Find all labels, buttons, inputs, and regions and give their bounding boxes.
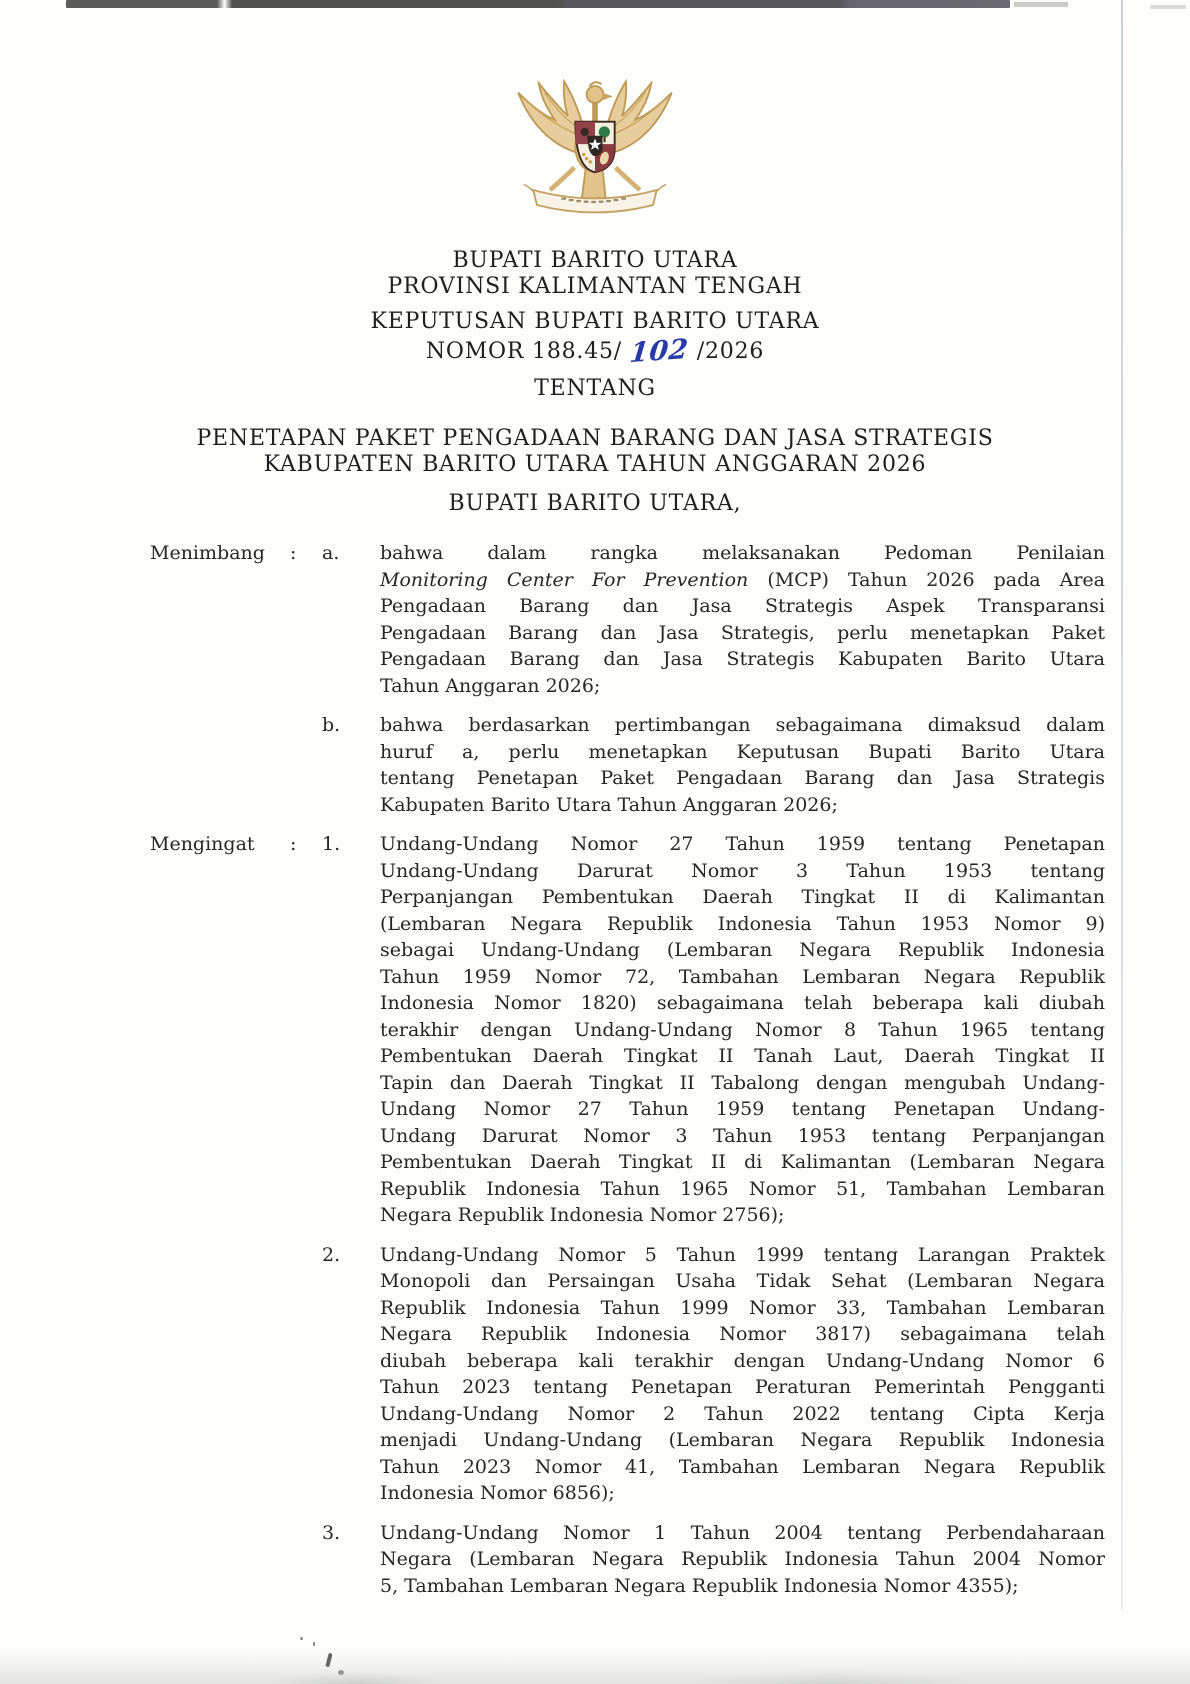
text-line: bahwa dalam rangka melaksanakan Pedoman Penilaian	[380, 542, 1105, 564]
text-line: Tahun 1959 Nomor 72, Tambahan Lembaran Negara Republik	[380, 965, 1105, 988]
mengingat-row-1	[150, 831, 1105, 1229]
text-line: Tapin dan Daerah Tingkat II Tabalong dengan mengubah Undang-	[380, 1071, 1105, 1094]
text-line: Pembentukan Daerah Tingkat II Tanah Laut, Daerah Tingkat II	[380, 1045, 1105, 1067]
scan-speck	[338, 1670, 344, 1675]
item-marker: 3.	[322, 1521, 341, 1544]
subject-line-1: PENETAPAN PAKET PENGADAAN BARANG DAN JASA STRATEGIS	[196, 426, 994, 451]
text-line: (Lembaran Negara Republik Indonesia Tahun 1953 Nomor 9)	[380, 912, 1105, 935]
text-line: Tahun 2023 tentang Penetapan Peraturan Pemerintah Pengganti	[380, 1376, 1105, 1398]
text-line: Republik Indonesia Tahun 1965 Nomor 51, Tambahan Lembaran	[380, 1177, 1105, 1200]
subject-line-2: KABUPATEN BARITO UTARA TAHUN ANGGARAN 2026	[263, 452, 927, 477]
mengingat-label: Mengingat	[150, 833, 255, 855]
item-marker: a.	[322, 542, 340, 564]
text-line: Indonesia Nomor 1820) sebagaimana telah beberapa kali diubah	[380, 992, 1105, 1014]
scan-artifact-bottom-band	[0, 1648, 1190, 1684]
garuda-head	[587, 82, 613, 103]
scan-artifact-top-nub	[1014, 2, 1068, 7]
colon-separator: :	[290, 833, 297, 855]
text-line: Undang Nomor 27 Tahun 1959 tentang Penetapan Undang-	[380, 1098, 1105, 1120]
text-line: Undang-Undang Nomor 27 Tahun 1959 tentang Penetapan	[380, 833, 1105, 855]
text-line: Indonesia Nomor 6856);	[380, 1482, 615, 1504]
menimbang-row-b	[150, 712, 1105, 818]
garuda-leg-right	[616, 168, 640, 190]
garuda-wing-right	[606, 81, 672, 154]
text-line: terakhir dengan Undang-Undang Nomor 8 Tahun 1965 tentang	[380, 1018, 1105, 1041]
legal-basis-paragraph	[380, 1242, 1105, 1507]
office-title: BUPATI BARITO UTARA	[452, 248, 738, 273]
considerations-section	[150, 540, 1105, 1599]
text-line: Pengadaan Barang dan Jasa Strategis Aspek Transparansi	[380, 595, 1105, 617]
garuda-wing-left	[518, 81, 584, 154]
text-line: Undang-Undang Darurat Nomor 3 Tahun 1953 tentang	[380, 859, 1105, 882]
text-line: Monopoli dan Persaingan Usaha Tidak Sehat (Lembaran Negara	[380, 1270, 1105, 1292]
text-line: Perpanjangan Pembentukan Daerah Tingkat II di Kalimantan	[380, 886, 1105, 908]
scan-artifact-right-line	[1121, 0, 1123, 1610]
legal-basis-paragraph	[380, 1520, 1105, 1600]
decree-number-prefix: NOMOR 188.45/	[425, 339, 623, 364]
text-line: Undang-Undang Nomor 2 Tahun 2022 tentang Cipta Kerja	[380, 1402, 1105, 1425]
text-line: Pengadaan Barang dan Jasa Strategis, perlu menetapkan Paket	[380, 621, 1105, 644]
text-line: tentang Penetapan Paket Pengadaan Barang dan Jasa Strategis	[380, 767, 1105, 789]
text-line: Pengadaan Barang dan Jasa Strategis Kabupaten Barito Utara	[380, 648, 1105, 670]
menimbang-row-a	[150, 540, 1105, 699]
decree-title: KEPUTUSAN BUPATI BARITO UTARA	[370, 309, 820, 334]
province-title: PROVINSI KALIMANTAN TENGAH	[387, 274, 803, 299]
emblem-container	[0, 72, 1190, 220]
colon-separator: :	[290, 542, 297, 564]
text-line: Negara (Lembaran Negara Republik Indonesia Tahun 2004 Nomor	[380, 1548, 1105, 1570]
tentang-label: TENTANG	[534, 376, 656, 401]
text-line: sebagai Undang-Undang (Lembaran Negara Republik Indonesia	[380, 939, 1105, 961]
text-line: Kabupaten Barito Utara Tahun Anggaran 2026;	[380, 793, 838, 816]
text-line: Republik Indonesia Tahun 1999 Nomor 33, Tambahan Lembaran	[380, 1296, 1105, 1319]
text-line: Undang-Undang Nomor 5 Tahun 1999 tentang Larangan Praktek	[380, 1243, 1105, 1266]
menimbang-label: Menimbang	[150, 542, 265, 564]
scan-artifact-top-tick	[1150, 5, 1186, 9]
mengingat-row-3	[150, 1520, 1105, 1600]
item-marker: 1.	[322, 833, 341, 855]
text-line: Undang-Undang Nomor 1 Tahun 2004 tentang Perbendaharaan	[380, 1521, 1105, 1544]
text-line: menjadi Undang-Undang (Lembaran Negara Republik Indonesia	[380, 1429, 1105, 1451]
text-line: Monitoring Center For Prevention (MCP) Tahun 2026 pada Area	[380, 568, 1105, 591]
decree-number-suffix: /2026	[696, 339, 765, 364]
garuda-pancasila-emblem	[492, 72, 698, 220]
salutation: BUPATI BARITO UTARA,	[448, 491, 742, 516]
text-line: Undang Darurat Nomor 3 Tahun 1953 tentang Perpanjangan	[380, 1124, 1105, 1147]
scan-artifact-top-bar	[66, 0, 1010, 8]
text-line: Tahun 2023 Nomor 41, Tambahan Lembaran Negara Republik	[380, 1455, 1105, 1478]
consideration-paragraph	[380, 540, 1105, 699]
text-line: bahwa berdasarkan pertimbangan sebagaimana dimaksud dalam	[380, 714, 1105, 736]
text-line: Negara Republik Indonesia Nomor 2756);	[380, 1204, 785, 1226]
scan-speck	[313, 1642, 315, 1646]
item-marker: b.	[322, 714, 341, 736]
garuda-leg-left	[550, 168, 574, 190]
text-line: 5, Tambahan Lembaran Negara Republik Indonesia Nomor 4355);	[380, 1574, 1019, 1597]
text-line: Negara Republik Indonesia Nomor 3817) sebagaimana telah	[380, 1323, 1105, 1345]
decree-number-line	[0, 333, 1190, 370]
text-line: Pembentukan Daerah Tingkat II di Kalimantan (Lembaran Negara	[380, 1151, 1105, 1173]
text-line: diubah beberapa kali terakhir dengan Undang-Undang Nomor 6	[380, 1349, 1105, 1372]
item-marker: 2.	[322, 1243, 341, 1266]
text-line: Tahun Anggaran 2026;	[380, 674, 601, 697]
scan-speck	[300, 1637, 303, 1640]
handwritten-number: 102	[628, 333, 691, 370]
mengingat-row-2	[150, 1242, 1105, 1507]
text-line: huruf a, perlu menetapkan Keputusan Bupati Barito Utara	[380, 740, 1105, 763]
legal-basis-paragraph	[380, 831, 1105, 1229]
consideration-paragraph	[380, 712, 1105, 818]
